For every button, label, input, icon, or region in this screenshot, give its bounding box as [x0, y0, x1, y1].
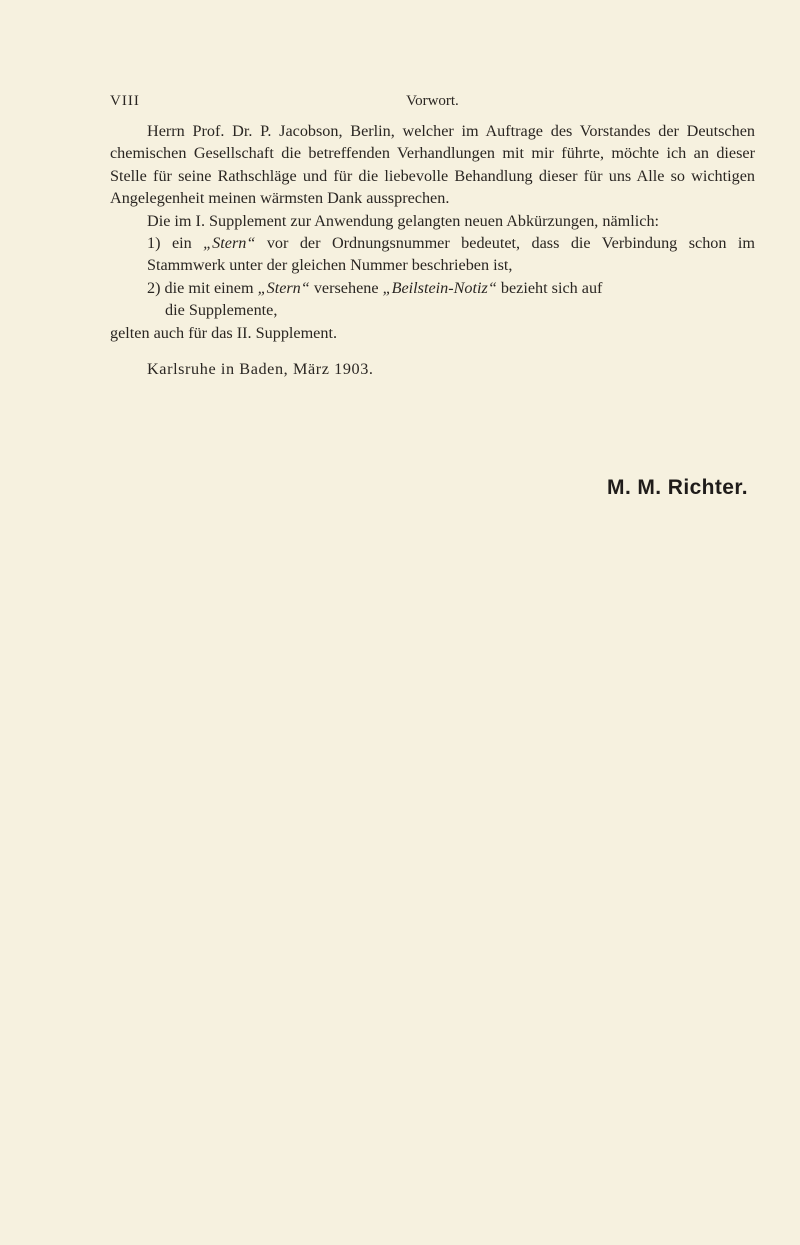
list-item-1	[110, 232, 755, 277]
list-item-1-emphasis: „Stern“	[203, 234, 256, 253]
list-item-2-continuation: die Supplemente,	[165, 301, 278, 320]
list-item-2	[110, 277, 755, 299]
list-item-2-text-post: bezieht sich auf	[500, 278, 603, 297]
list-item-2-text-mid: versehene	[313, 278, 379, 297]
paragraph-conclusion: gelten auch für das II. Supplement.	[110, 323, 338, 342]
list-item-2-text-pre: die mit einem	[164, 278, 254, 297]
list-item-1-text-pre: ein	[171, 234, 192, 253]
list-item-1-number: 1)	[147, 234, 161, 253]
page-number: VIII	[110, 93, 140, 109]
list-item-2-number: 2)	[147, 278, 161, 297]
place-and-date: Karlsruhe in Baden, März 1903.	[147, 360, 374, 379]
list-item-1-text-post: vor der Ordnungsnummer bedeutet, dass die Verbindung schon im Stammwerk unter der gleichen Nummer beschrieben ist,	[147, 234, 756, 275]
body-text	[110, 120, 755, 380]
running-title: Vorwort.	[406, 93, 459, 109]
author-signature: M. M. Richter.	[607, 476, 748, 499]
list-item-2-emphasis-notiz: „Beilstein-Notiz“	[382, 278, 497, 297]
paragraph-acknowledgement: Herrn Prof. Dr. P. Jacobson, Berlin, welcher im Auftrage des Vorstandes der Deutschen chemischen Gesellschaft die betreffenden Verhandlungen mit mir führte, möchte ich an dieser Stelle für seine Rathschläge und für die liebevolle Behandlung dieser für uns Alle so wichtigen Angelegenheit meinen wärmsten Dank aussprechen.	[110, 122, 755, 208]
page-header	[110, 93, 755, 113]
paragraph-abbreviations-intro: Die im I. Supplement zur Anwendung gelangten neuen Abkürzungen, nämlich:	[147, 211, 660, 230]
list-item-2-emphasis-stern: „Stern“	[257, 278, 310, 297]
